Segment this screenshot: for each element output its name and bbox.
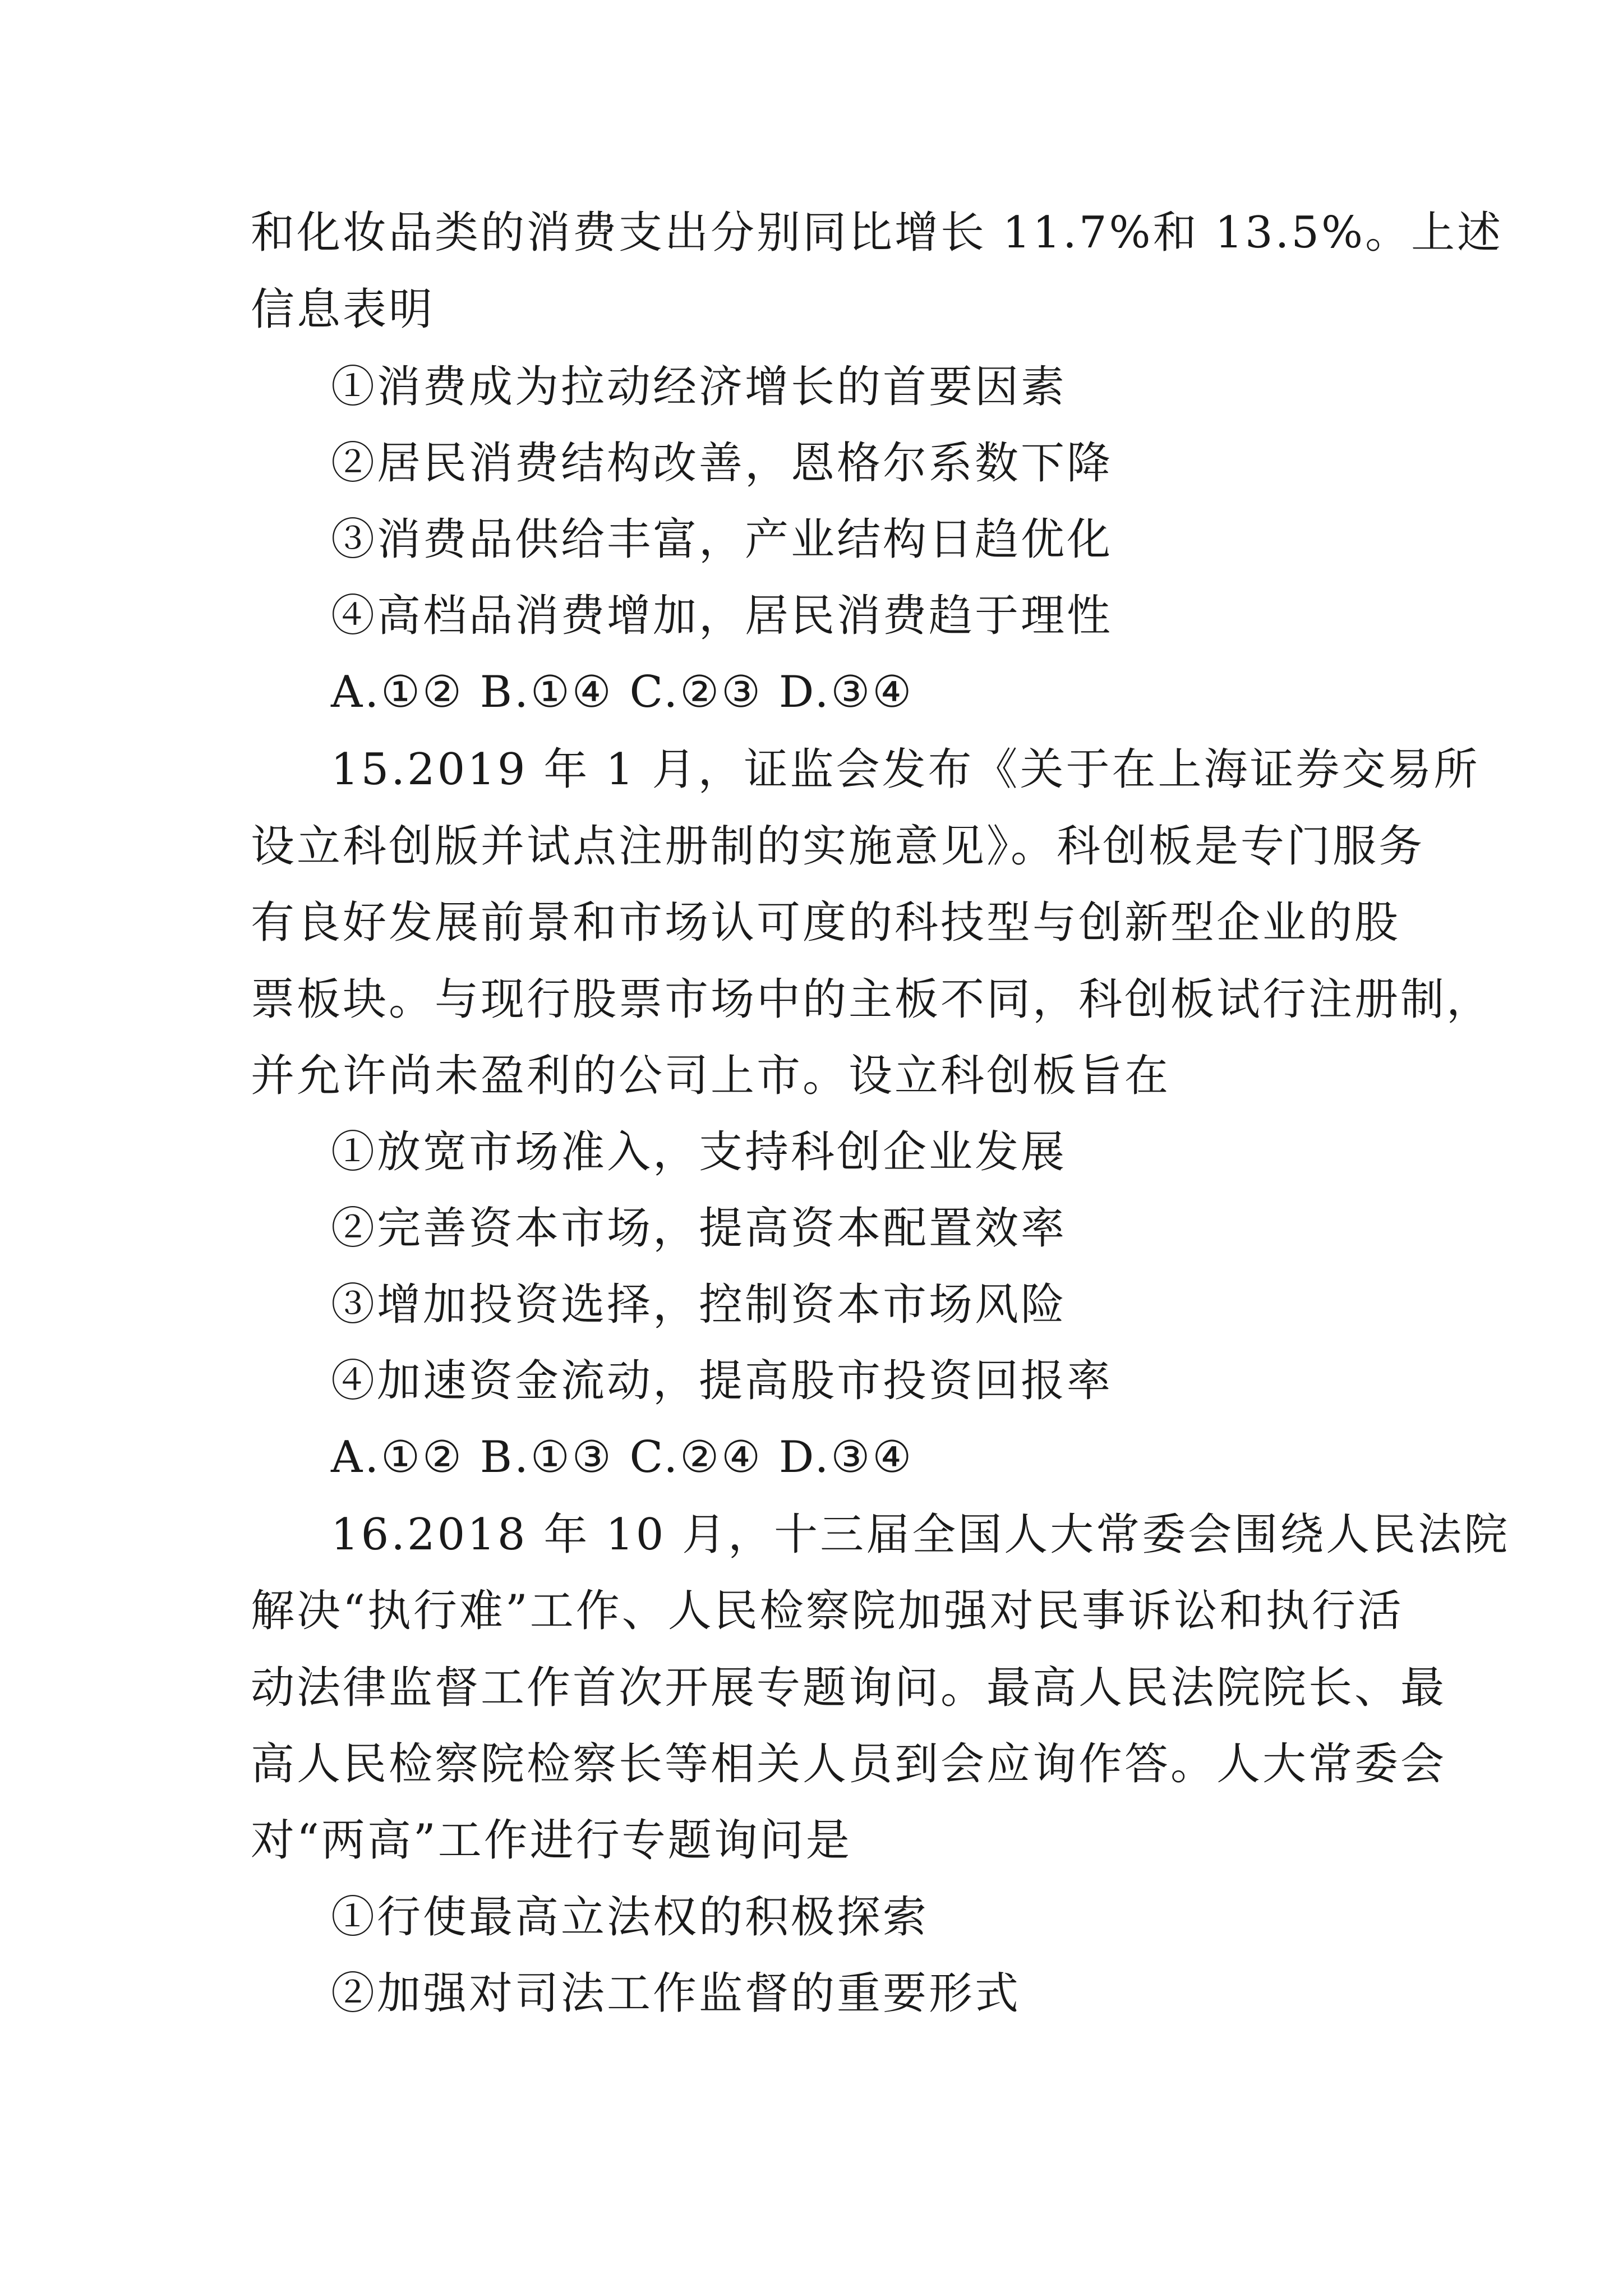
q14-choices: A.①② B.①④ C.②③ D.③④ [331,667,914,717]
q15-option-1: ①放宽市场准入，支持科创企业发展 [331,1127,1067,1177]
q16-stem-line-3: 动法律监督工作首次开展专题询问。最高人民法院院长、最 [251,1663,1447,1713]
q14-option-4: ④高档品消费增加，居民消费趋于理性 [331,591,1113,641]
q15-option-4: ④加速资金流动，提高股市投资回报率 [331,1356,1113,1406]
q16-stem-line-5: 对“两高”工作进行专题询问是 [251,1815,852,1866]
q14-stem-line-1: 和化妆品类的消费支出分别同比增长 11.7%和 13.5%。上述 [251,208,1504,258]
q15-stem-line-1: 15.2019 年 1 月，证监会发布《关于在上海证券交易所 [331,744,1480,795]
q15-stem-line-4: 票板块。与现行股票市场中的主板不同，科创板试行注册制， [251,974,1493,1025]
q14-option-2: ②居民消费结构改善，恩格尔系数下降 [331,438,1113,489]
q14-stem-line-2: 信息表明 [251,284,435,335]
q15-choices: A.①② B.①③ C.②④ D.③④ [331,1432,914,1483]
q15-stem-line-2: 设立科创版并试点注册制的实施意见》。科创板是专门服务 [251,821,1425,872]
q16-option-2: ②加强对司法工作监督的重要形式 [331,1968,1021,2019]
q16-stem-line-1: 16.2018 年 10 月，十三届全国人大常委会围绕人民法院 [331,1510,1510,1560]
q14-option-3: ③消费品供给丰富，产业结构日趋优化 [331,514,1113,565]
q15-option-2: ②完善资本市场，提高资本配置效率 [331,1203,1067,1254]
q16-stem-line-4: 高人民检察院检察长等相关人员到会应询作答。人大常委会 [251,1739,1447,1789]
q16-stem-line-2: 解决“执行难”工作、人民检察院加强对民事诉讼和执行活 [251,1586,1404,1636]
q15-option-3: ③增加投资选择，控制资本市场风险 [331,1280,1067,1330]
q15-stem-line-5: 并允许尚未盈利的公司上市。设立科创板旨在 [251,1051,1171,1101]
q14-option-1: ①消费成为拉动经济增长的首要因素 [331,362,1067,412]
q15-stem-line-3: 有良好发展前景和市场认可度的科技型与创新型企业的股 [251,898,1401,948]
q16-option-1: ①行使最高立法权的积极探索 [331,1892,929,1943]
